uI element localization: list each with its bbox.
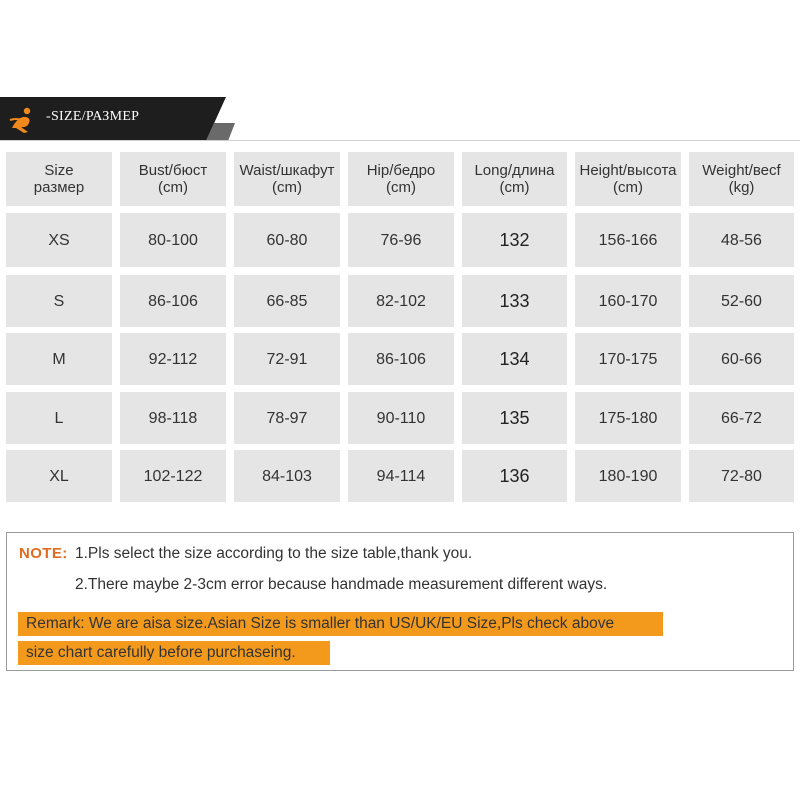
cell-height: 160-170 (575, 275, 681, 327)
cell-weight: 48-56 (689, 213, 794, 267)
header-waist-label: Waist/шкафут (239, 162, 335, 179)
divider-line (0, 140, 800, 141)
header-hip-label: Hip/бедро (366, 162, 436, 179)
cell-hip: 86-106 (348, 333, 454, 385)
cell-bust: 80-100 (120, 213, 226, 267)
cell-long: 136 (462, 450, 567, 502)
header-weight-label: Weight/весf (702, 162, 781, 179)
header-height (575, 152, 681, 206)
header-long-unit: (cm) (499, 179, 530, 196)
cell-bust: 92-112 (120, 333, 226, 385)
header-waist (234, 152, 340, 206)
remark-line-1: Remark: We are aisa size.Asian Size is smaller than US/UK/EU Size,Pls check above (18, 612, 663, 636)
remark-line-2: size chart carefully before purchaseing. (18, 641, 330, 665)
header-weight (689, 152, 794, 206)
note-label: NOTE: (19, 545, 68, 562)
cell-hip: 90-110 (348, 392, 454, 444)
cell-height: 175-180 (575, 392, 681, 444)
header-weight-unit: (kg) (728, 179, 755, 196)
header-hip (348, 152, 454, 206)
cell-height: 156-166 (575, 213, 681, 267)
cell-waist: 84-103 (234, 450, 340, 502)
header-long (462, 152, 567, 206)
header-waist-unit: (cm) (272, 179, 302, 196)
cell-waist: 78-97 (234, 392, 340, 444)
note-line-2: 2.There maybe 2-3cm error because handmade measurement different ways. (75, 576, 608, 593)
header-size (6, 152, 112, 206)
header-hip-unit: (cm) (386, 179, 416, 196)
size-banner (0, 97, 235, 141)
header-bust (120, 152, 226, 206)
cell-long: 134 (462, 333, 567, 385)
note-line-1: 1.Pls select the size according to the size table,thank you. (75, 545, 473, 562)
banner-title: -SIZE/РАЗМЕР (46, 109, 140, 124)
cell-size: M (6, 333, 112, 385)
cell-weight: 66-72 (689, 392, 794, 444)
cell-height: 180-190 (575, 450, 681, 502)
cell-size: XS (6, 213, 112, 267)
cell-size: S (6, 275, 112, 327)
cell-waist: 72-91 (234, 333, 340, 385)
cell-bust: 98-118 (120, 392, 226, 444)
cell-waist: 60-80 (234, 213, 340, 267)
cell-hip: 76-96 (348, 213, 454, 267)
header-size-label: Size (44, 162, 74, 179)
header-size-unit: размер (33, 179, 85, 196)
cell-long: 135 (462, 392, 567, 444)
cell-height: 170-175 (575, 333, 681, 385)
cell-long: 132 (462, 213, 567, 267)
header-height-unit: (cm) (613, 179, 643, 196)
header-bust-label: Bust/бюст (138, 162, 208, 179)
brand-logo-icon (8, 106, 38, 134)
cell-weight: 60-66 (689, 333, 794, 385)
cell-waist: 66-85 (234, 275, 340, 327)
note-box (6, 532, 794, 671)
cell-bust: 102-122 (120, 450, 226, 502)
cell-hip: 94-114 (348, 450, 454, 502)
cell-long: 133 (462, 275, 567, 327)
cell-weight: 52-60 (689, 275, 794, 327)
header-height-label: Height/высота (579, 162, 677, 179)
cell-bust: 86-106 (120, 275, 226, 327)
cell-hip: 82-102 (348, 275, 454, 327)
header-bust-unit: (cm) (158, 179, 188, 196)
cell-size: L (6, 392, 112, 444)
header-long-label: Long/длина (474, 162, 555, 179)
cell-size: XL (6, 450, 112, 502)
cell-weight: 72-80 (689, 450, 794, 502)
